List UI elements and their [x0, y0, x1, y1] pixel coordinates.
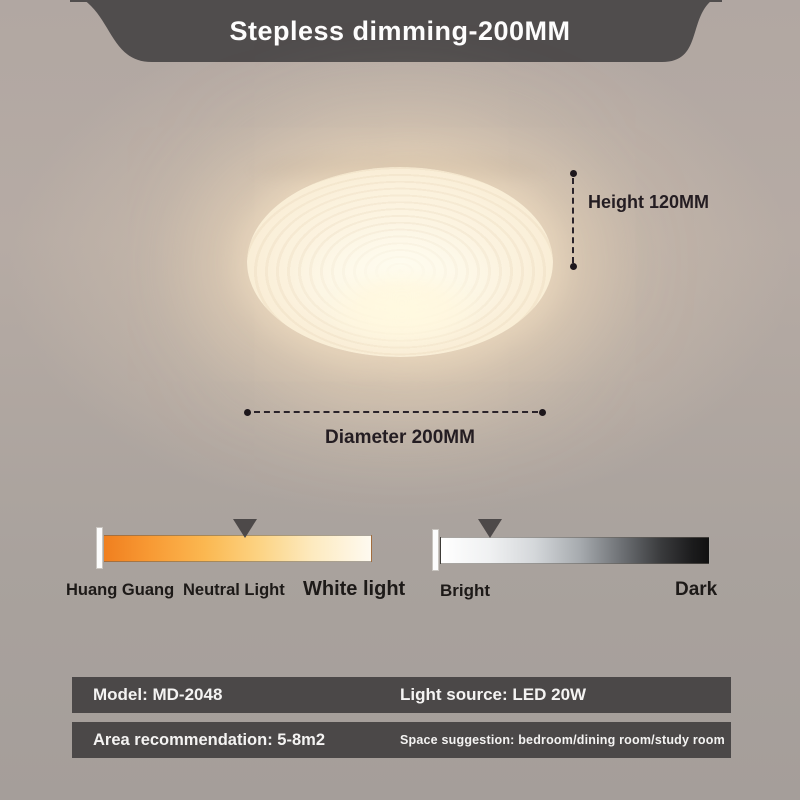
spec-area: Area recommendation: 5-8m2: [93, 730, 325, 749]
height-line-bottom-dot: [570, 263, 577, 270]
diameter-line-right-dot: [539, 409, 546, 416]
brightness-gradient-bar: [440, 537, 710, 564]
height-dimension-line: [572, 178, 574, 263]
triangle-down-marker: [233, 519, 257, 538]
label-huang-guang: Huang Guang: [66, 581, 175, 599]
diameter-dimension-line: [254, 411, 538, 413]
height-line-top-dot: [570, 170, 577, 177]
diameter-line-left-dot: [244, 409, 251, 416]
label-white-light: White light: [303, 578, 406, 600]
spec-space: Space suggestion: bedroom/dining room/study room: [400, 733, 725, 747]
spec-model: Model: MD-2048: [93, 685, 223, 704]
diameter-label: Diameter 200MM: [325, 427, 475, 448]
label-dark: Dark: [675, 579, 718, 600]
color-temp-bar-handle: [96, 527, 103, 569]
spec-light-source: Light source: LED 20W: [400, 685, 587, 704]
lamp-bright-center: [318, 266, 486, 352]
spec-row-1: [72, 677, 731, 713]
color-temp-gradient-bar: [103, 535, 372, 562]
label-bright: Bright: [440, 581, 491, 600]
label-neutral-light: Neutral Light: [183, 581, 285, 599]
spec-row-2: [72, 722, 731, 758]
brightness-bar-handle: [432, 529, 439, 571]
triangle-down-marker: [478, 519, 502, 538]
banner-title: Stepless dimming-200MM: [229, 15, 571, 46]
height-label: Height 120MM: [588, 192, 710, 212]
